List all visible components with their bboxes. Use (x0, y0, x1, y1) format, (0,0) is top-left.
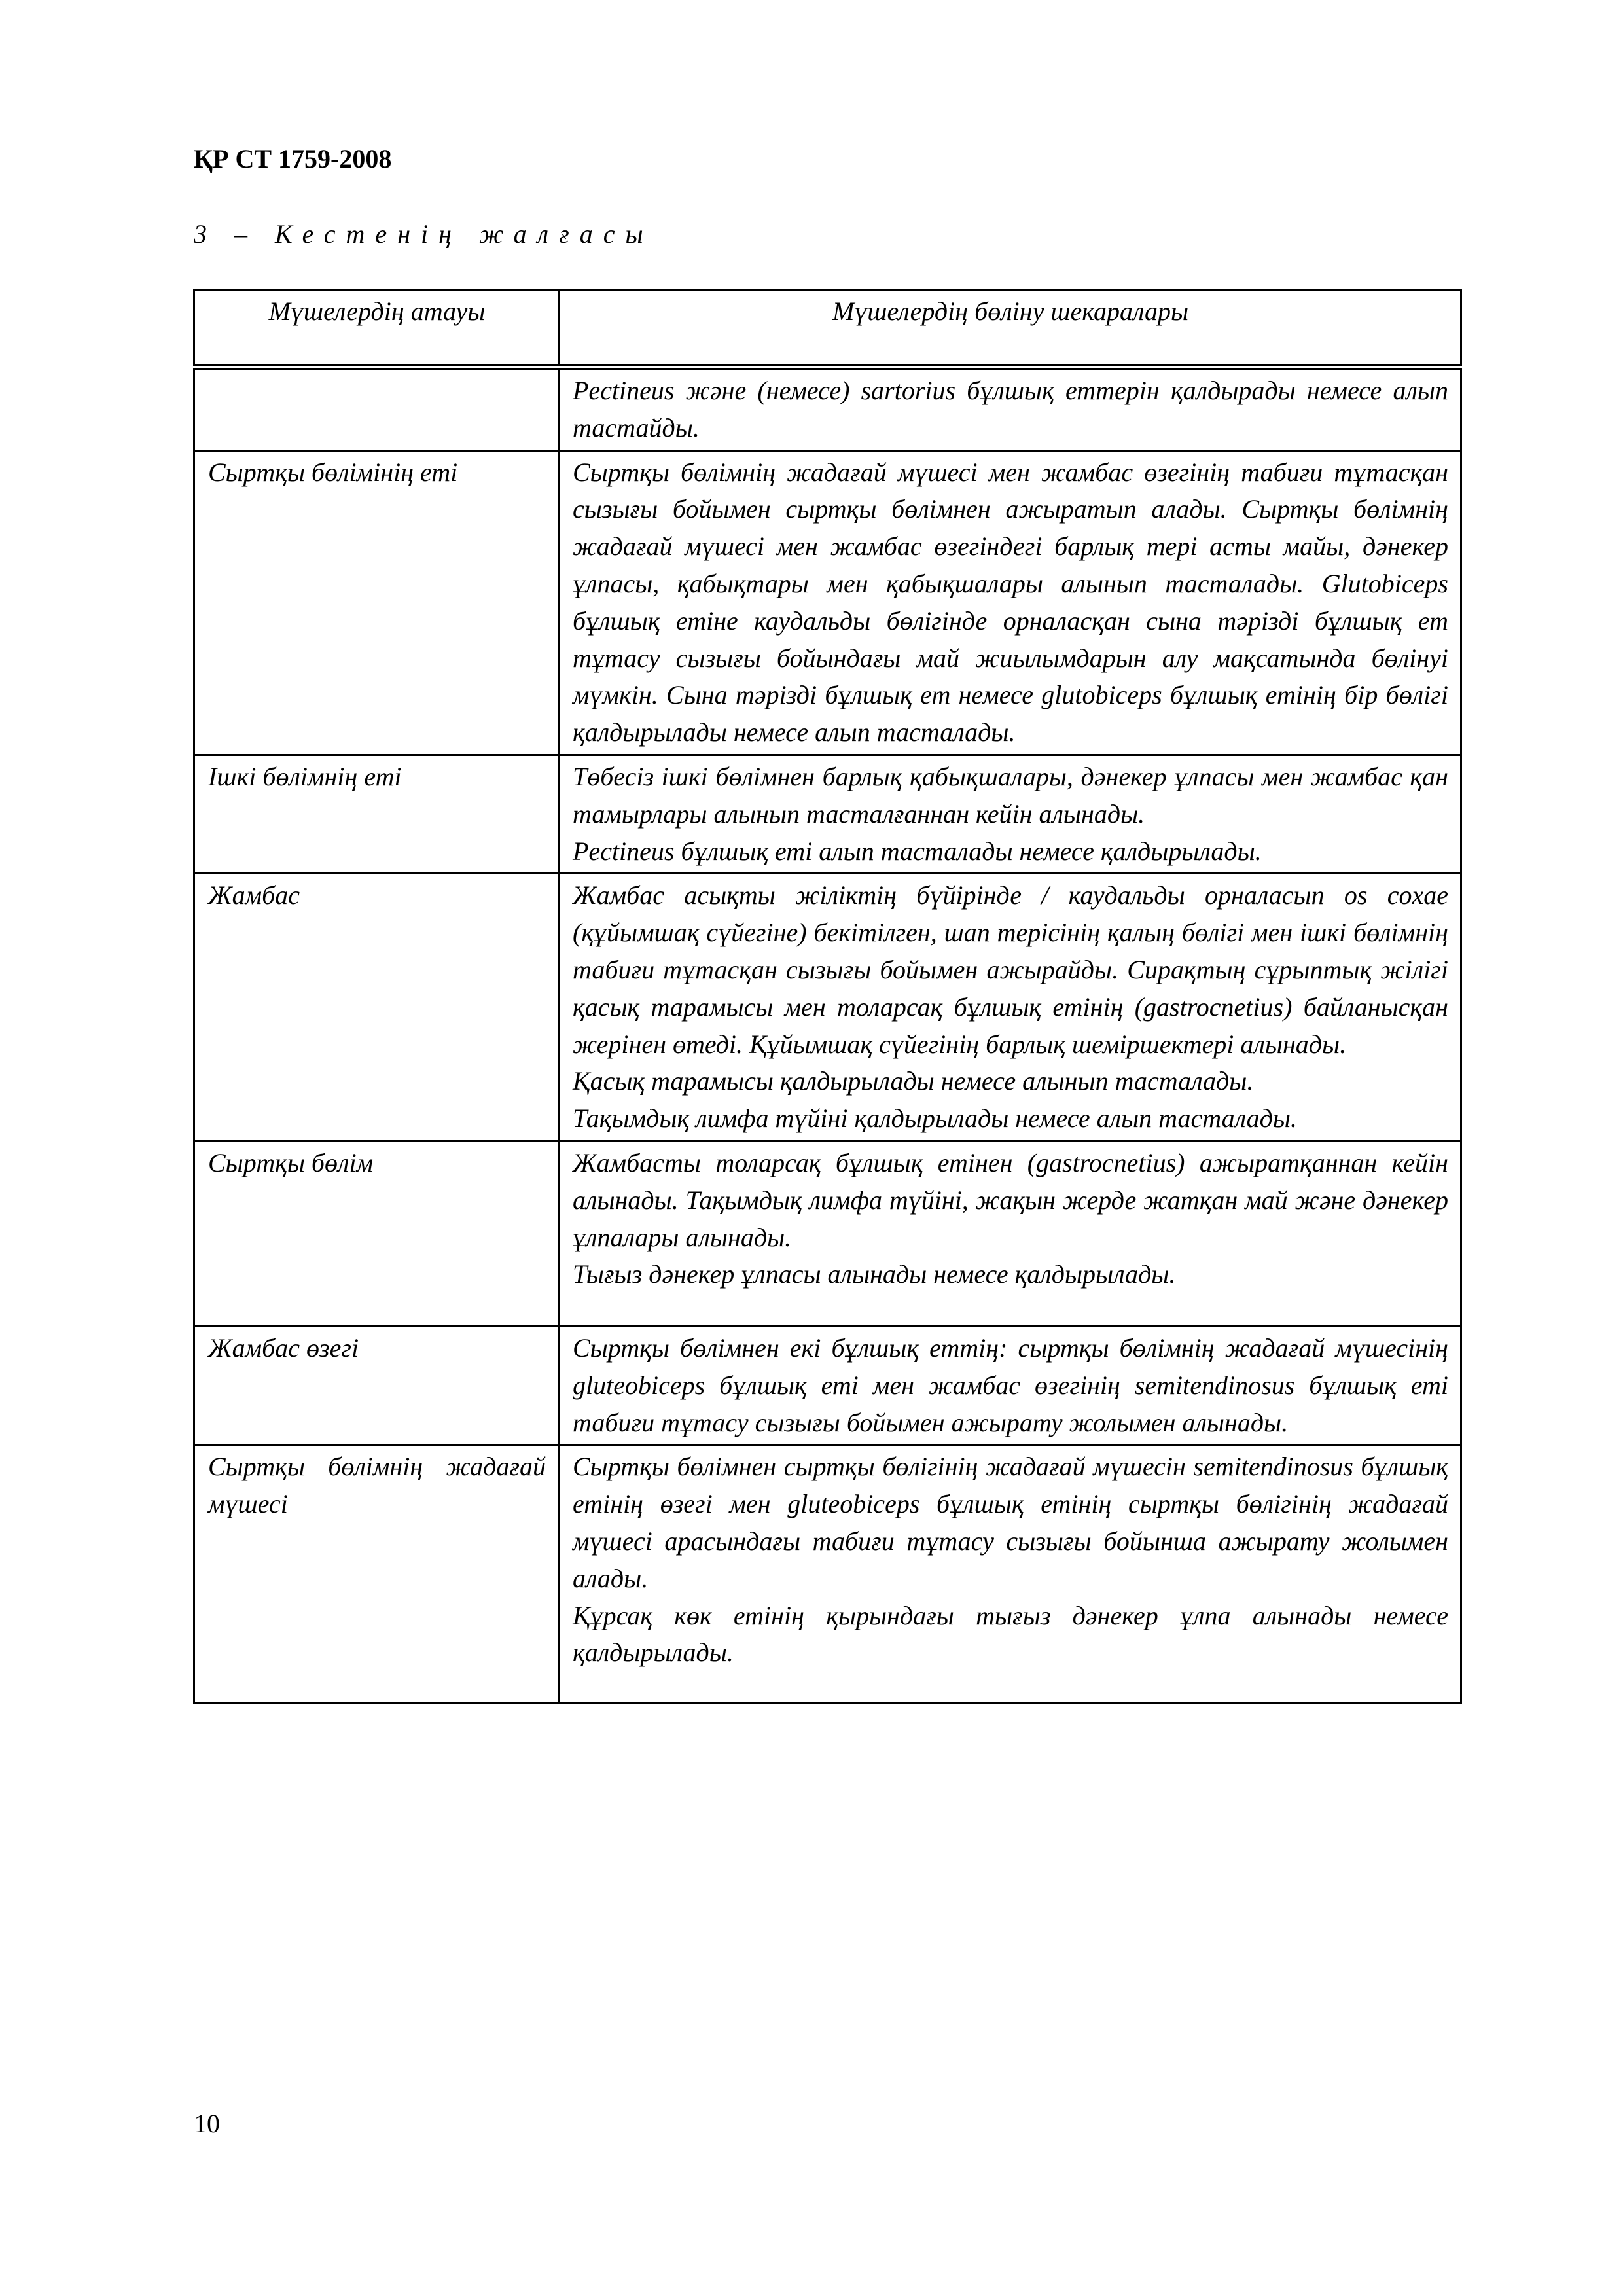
description-paragraph: Жамбасты толарсақ бұлшық етінен (gastrocnetius) ажыратқаннан кейін алынады. Тақымдық лимфа түйіні, жақын жерде жатқан май және дәнекер ұлпалары алынады. (573, 1147, 1448, 1252)
description-paragraph: Тақымдық лимфа түйіні қалдырылады немесе алып тасталады. (573, 1103, 1297, 1134)
table-row (194, 1445, 1461, 1704)
description-paragraph: Жамбас асықты жіліктің бүйірінде / каудальды орналасып os coxae (құйымшақ сүйегіне) бекітілген, шап терісінің қалың бөлігі мен ішкі бөлімнің табиғи тұтасқан сызығы бойымен ажырайды. Сирақтың сұрыптық жілігі қасық тарамысы мен толарсақ бұлшық етінің (gastrocnetius) байланысқан жерінен өтеді. Құйымшақ сүйегінің барлық шеміршектері алынады. (573, 880, 1448, 1059)
table-row (194, 367, 1461, 451)
row-description-cell (559, 755, 1461, 873)
row-description-cell (559, 1445, 1461, 1704)
row-name-cell: Сыртқы бөлімінің еті (194, 450, 559, 755)
table-row (194, 1141, 1461, 1326)
table-header-row (194, 290, 1461, 367)
table-row (194, 1326, 1461, 1444)
row-name-cell (194, 367, 559, 451)
description-paragraph: Төбесіз ішкі бөлімнен барлық қабықшалары, дәнекер ұлпасы мен жамбас қан тамырлары алынып тасталғаннан кейін алынады. (573, 761, 1448, 829)
standard-code: ҚР СТ 1759-2008 (194, 144, 392, 173)
description-paragraph: Тығыз дәнекер ұлпасы алынады немесе қалдырылады. (573, 1259, 1176, 1289)
column-header-boundaries: Мүшелердің бөліну шекаралары (559, 290, 1461, 367)
row-name-cell: Ішкі бөлімнің еті (194, 755, 559, 873)
description-paragraph: Сыртқы бөлімнің жадағай мүшесі мен жамбас өзегінің табиғи тұтасқан сызығы бойымен сыртқы бөлімнен ажыратып алады. Сыртқы бөлімнің жадағай мүшесі мен жамбас өзегіндегі барлық тері асты майы, дәнекер ұлпасы, қабықтары мен қабықшалары алынып тасталады. Glutobiceps бұлшық етіне каудальды бөлігінде орналасқан сына тәрізді бұлшық ет тұтасу сызығы бойындағы май жиылымдарын алу мақсатында бөлінуі мүмкін. Сына тәрізді бұлшық ет немесе glutobiceps бұлшық етінің бір бөлігі қалдырылады немесе алып тасталады. (573, 457, 1448, 747)
row-description-cell (559, 1141, 1461, 1326)
description-paragraph: Pectineus және (немесе) sartorius бұлшық еттерін қалдырады немесе алып тастайды. (573, 376, 1448, 442)
row-description-cell (559, 874, 1461, 1141)
row-description-cell (559, 1326, 1461, 1444)
row-description-cell (559, 450, 1461, 755)
row-name-cell: Жамбас өзегі (194, 1326, 559, 1444)
description-paragraph: Құрсақ көк етінің қырындағы тығыз дәнекер ұлпа алынады немесе қалдырылады. (573, 1600, 1448, 1668)
description-paragraph: Қасық тарамысы қалдырылады немесе алынып тасталады. (573, 1066, 1254, 1096)
page-number: 10 (194, 2109, 220, 2138)
row-description-cell (559, 367, 1461, 451)
column-header-name: Мүшелердің атауы (194, 290, 559, 367)
table-row (194, 874, 1461, 1141)
description-paragraph: Pectineus бұлшық еті алып тасталады немесе қалдырылады. (573, 836, 1262, 866)
table-caption: 3 – Кестенің жалғасы (194, 219, 654, 249)
description-paragraph: Сыртқы бөлімнен екі бұлшық еттің: сыртқы бөлімнің жадағай мүшесінің gluteobiceps бұлшық еті мен жамбас өзегінің semitendinosus бұлшық еті табиғи тұтасу сызығы бойымен ажырату жолымен алынады. (573, 1333, 1448, 1437)
row-name-cell: Сыртқы бөлім (194, 1141, 559, 1326)
table-row (194, 755, 1461, 873)
table-row (194, 450, 1461, 755)
row-name-cell: Жамбас (194, 874, 559, 1141)
cut-boundaries-table (193, 289, 1462, 1704)
row-name-text: Сыртқы бөлімнің жадағай мүшесі (208, 1452, 546, 1519)
description-paragraph: Сыртқы бөлімнен сыртқы бөлігінің жадағай мүшесін semitendinosus бұлшық етінің өзегі мен gluteobiceps бұлшық етінің сыртқы бөлігінің жадағай мүшесі арасындағы табиғи тұтасу сызығы бойынша ажырату жолымен алады. (573, 1452, 1448, 1593)
row-name-cell (194, 1445, 559, 1704)
